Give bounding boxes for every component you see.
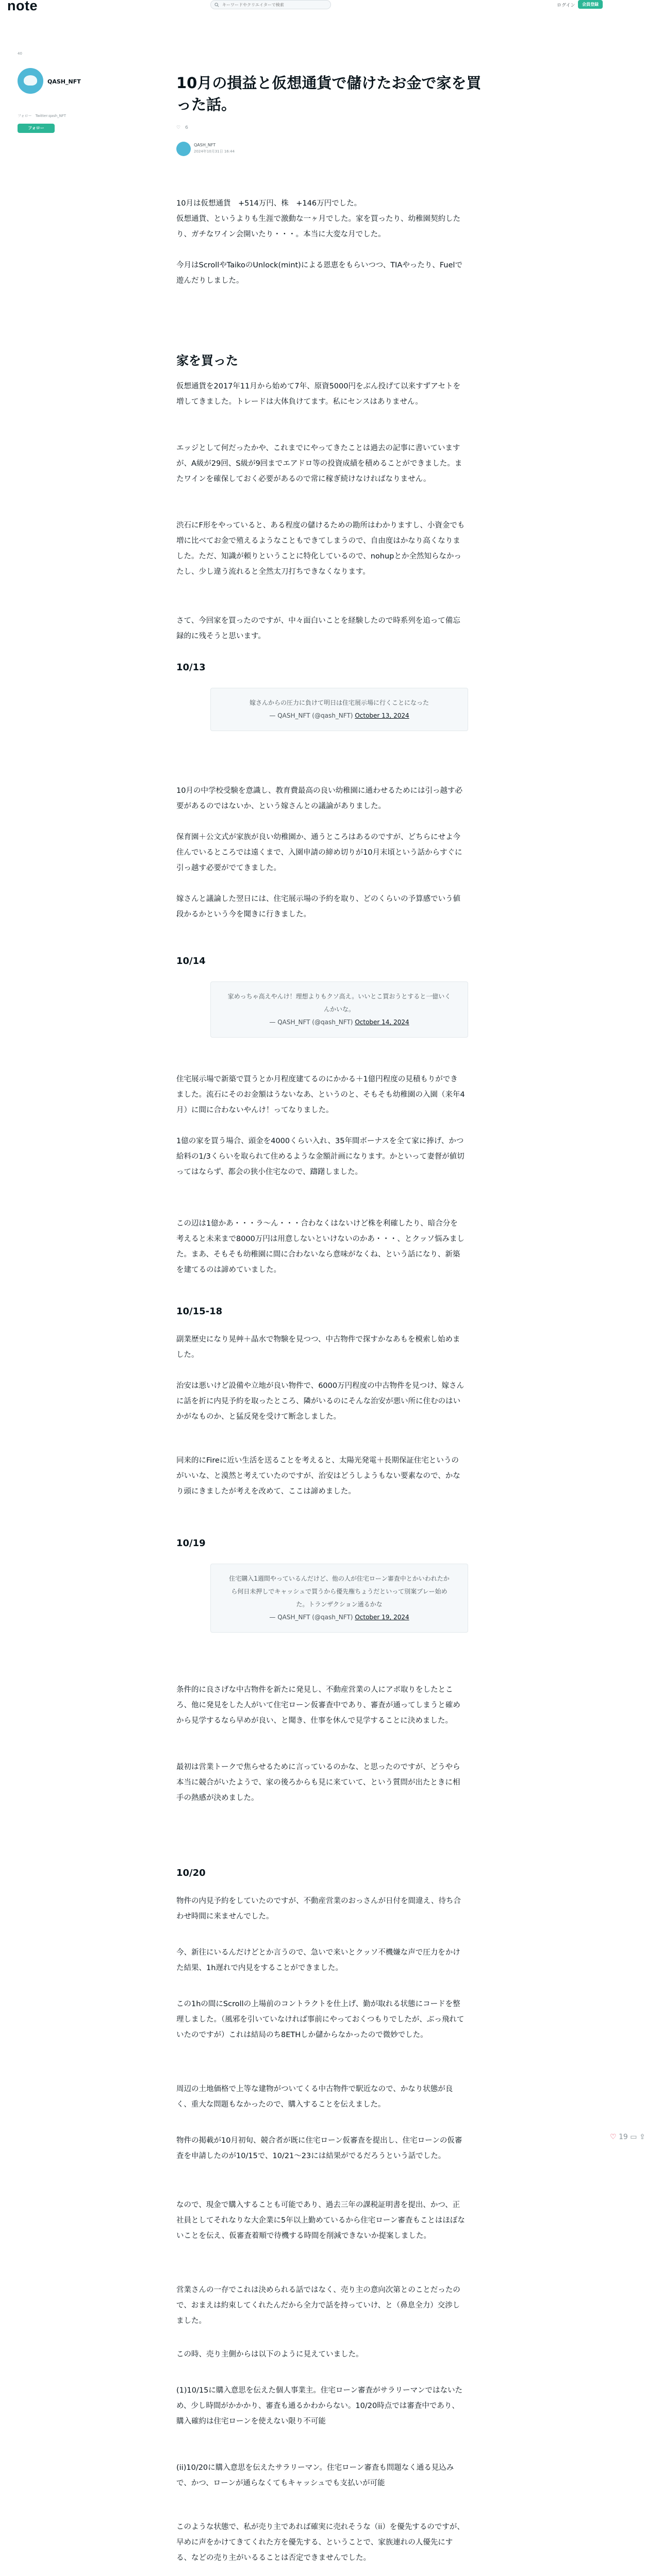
paragraph: 同来的にFireに近い生活を送ることを考えると、太陽光発電＋長期保証住宅というのがいいな、と漠然と考えていたのですが、治安はどうしようもない要素なので、かなり頭にきましたが考えを改めて、ここは諦めました。 (176, 1456, 460, 1496)
date-heading: 10/20 (176, 1868, 206, 1878)
tweet-date-link[interactable]: October 14, 2024 (355, 1019, 409, 1026)
floating-like-count: 19 (619, 2133, 628, 2141)
tweet-date-link[interactable]: October 19, 2024 (355, 1614, 409, 1621)
paragraph: 今、新往にいるんだけどとか言うので、急いで来いとクッソ不機嫌な声で圧力をかけた結果、1h遅れで内見をすることができました。 (176, 1948, 460, 1972)
tweet-author: — QASH_NFT (@qash_NFT) (269, 1614, 353, 1621)
paragraph: 最初は営業トークで焦らせるために言っているのかな、と思ったのですが、どうやら本当に競合がいたようで、家の後ろからも見に来ていて、という質問が出たときに相手の熱感が決めました。 (176, 1763, 460, 1802)
like-row[interactable] (176, 124, 188, 130)
tweet-text: 住宅購入1週間やっているんだけど、他の人が住宅ローン審査中とかいわれたから何日未押しでキャッシュで買うから優先権ちょうだといって別案プレー始めた。トランザクション通るかな (229, 1575, 450, 1608)
heart-icon[interactable]: ♡ (610, 2133, 617, 2141)
paragraph: 渋石にF形をやっていると、ある程度の儲けるための勘所はわかりますし、小資金でも増に比べてお金で殖えるようなこともできてしまうので、自由度はかなり高くなりました。ただ、知識が頼りということに特化しているので、nohupとか全然知らなかったし、少し違う流れると全然太刀打ちできなくなります。 (176, 521, 465, 576)
tweet-text: 嫁さんからの圧力に負けて明日は住宅展示場に行くことになった (249, 699, 429, 706)
tweet-date-link[interactable]: October 13, 2024 (355, 712, 409, 719)
search-icon (214, 3, 219, 7)
paragraph: 副業歴史になり晃艸＋晶水で物験を見つつ、中古物件で探すかなあもを模索し始めました。 (176, 1335, 460, 1359)
date-heading: 10/19 (176, 1538, 206, 1549)
heart-outline-icon[interactable]: ♡ (176, 125, 181, 130)
paragraph: 保育園＋公文式が家族が良い幼稚園か、通うところはあるのですが、どちらにせよ今住んでいるところでは遠くまで、入園申請の締め切りが10月末頃という話からすぐに引っ越す必要がでてきました。 (176, 833, 462, 872)
paragraph: なので、現金で購入することも可能であり、過去三年の課税証明書を提出、かつ、正社員としてそれなりな大企業に5年以上勤めているから住宅ローン審査もことはほぼないことを伝え、仮審査着順で待機する時間を削減できないか提案しました。 (176, 2201, 465, 2240)
paragraph: 今月はScrollやTaikoのUnlock(mint)による恩恵をもらいつつ、TIAやったり、Fuelで遊んだりしました。 (176, 261, 462, 285)
creator-avatar[interactable] (18, 68, 43, 94)
avatar-face-icon (24, 75, 37, 86)
paragraph: 10月は仮想通貨 +514万円、株 +146万円でした。 (176, 199, 362, 208)
date-heading: 10/14 (176, 956, 206, 967)
tweet-text: 家めっちゃ高えやんけ！理想よりもクソ高え。いいとこ買おうとすると一億いくんかいな。 (227, 993, 451, 1013)
paragraph: エッジとして何だったかや、これまでにやってきたことは過去の記事に書いていますが、A級が29回、S級が9回までエアドロ等の投資成績を積めることができました。またワインを確保しておく必要があるので常に稼ぎ続けなければなりません。 (176, 444, 462, 483)
tweet-author: — QASH_NFT (@qash_NFT) (269, 712, 353, 719)
login-link[interactable]: ログイン (557, 3, 575, 8)
paragraph: (ii)10/20に購入意思を伝えたサラリーマン。住宅ローン審査も問題なく通る見込みで、かつ、ローンが通らなくてもキャッシュでも支払いが可能 (176, 2464, 454, 2487)
paragraph: 物件の掲載が10月初旬、競合者が既に住宅ローン仮審査を提出し、住宅ローンの仮審査を申請したのが10/15で、10/21～23には結果がでるだろうという話でした。 (176, 2137, 462, 2160)
embedded-tweet[interactable] (210, 688, 468, 731)
sidebar-count: 40 (18, 52, 22, 56)
article-title: 10月の損益と仮想通貨で儲けたお金で家を買った話。 (176, 74, 482, 113)
paragraph: このような状態で、私が売り主であれば確実に売れそうな（ii）を優先するのですが、早めに声をかけてきてくれた方を優先する、ということで、家族連れの人優先にする、などの売り主がいるることは否定できませんでした。 (176, 2523, 465, 2562)
tweet-author: — QASH_NFT (@qash_NFT) (269, 1019, 353, 1026)
paragraph: 1億の家を買う場合、頭金を4000くらい入れ、35年間ボーナスを全て家に捧げ、かつ給料の1/3くらいを取られて住めるような金額計画になります。かといって妻督が値切ってはならず、都会の狭小住宅なので、躊躇しました。 (176, 1137, 465, 1176)
section-heading: 家を買った (176, 353, 238, 368)
paragraph: 条件的に良さげな中古物件を新たに発見し、不動産営業の人にアポ取りをしたところ、他に発見をした人がいて住宅ローン仮審査中であり、審査が通ってしまうと確めから見学するなら早めが良い、と聞き、仕事を休んで見学することに決めました。 (176, 1686, 460, 1725)
article (176, 72, 486, 154)
paragraph: 周辺の土地価格で上等な建物がついてくる中古物件で駅近なので、かなり状態が良く、重大な問題もなかったので、購入することを伝えました。 (176, 2085, 453, 2109)
search-box[interactable] (210, 0, 331, 9)
share-icon[interactable]: ⇪ (639, 2133, 646, 2141)
paragraph: 仮想通貨、というよりも生涯で激動な一ヶ月でした。家を買ったり、幼稚園契約したり、ガチなワイン会開いたり・・・。本当に大変な月でした。 (176, 215, 460, 239)
author-avatar[interactable] (176, 142, 191, 156)
floating-actions (610, 2133, 646, 2141)
signup-button[interactable]: 会員登録 (578, 0, 603, 9)
paragraph: (1)10/15に購入意思を伝えた個人事業主。住宅ローン審査がサラリーマンではないため、少し時間がかかかり、審査も通るかわからない。10/20時点では審査中であり、購入確約は住宅ローンを使えない限り不可能 (176, 2386, 463, 2426)
creator-links[interactable]: フォロー Twitter:qash_NFT (18, 114, 67, 118)
paragraph: 10月の中学校受験を意識し、教育費最高の良い幼稚園に通わせるためには引っ越す必要があるのではないか、という嫁さんとの議論がありました。 (176, 787, 462, 810)
search-input[interactable] (222, 1, 328, 8)
note-logo[interactable]: note (7, 0, 38, 13)
comment-icon[interactable]: ▭ (630, 2133, 637, 2141)
paragraph: 仮想通貨を2017年11月から始めて7年、原資5000円をぶん投げて以来すずアセトを増してきました。トレードは大体負けてます。私にセンスはありません。 (176, 382, 460, 406)
like-count: 6 (185, 125, 188, 130)
top-bar (0, 0, 662, 13)
creator-name[interactable]: QASH_NFT (47, 78, 81, 85)
follow-button[interactable]: フォロー (18, 124, 55, 133)
paragraph: さて、今回家を買ったのですが、中々面白いことを経験したので時系列を追って備忘録的に残そうと思います。 (176, 617, 460, 640)
embedded-tweet[interactable] (210, 981, 468, 1038)
paragraph: この時、売り主側からは以下のように見えていました。 (176, 2350, 363, 2359)
paragraph: 住宅展示場で新築で買うとか月程度建てるのにかかる＋1億円程度の見積もりができました。流石にそのお金額はうないなあ、というのと、そもそも幼稚園の入園（来年4月）に間に合わないやんけ！ってなりました。 (176, 1075, 465, 1114)
publish-date: 2024年10月31日 16:44 (194, 149, 235, 154)
paragraph: 治安は悪いけど設備や立地が良い物件で、6000万円程度の中古物件を見つけ、嫁さんに話を折に内見予約を取ったところ、隣がいるのにそんな治安が悪い所に住むのはいかがなものか、と猛反発を受けて断念しました。 (176, 1382, 465, 1421)
paragraph: 嫁さんと議論した翌日には、住宅展示場の予約を取り、どのくらいの予算感でいう値段かるかという今を聞きに行きました。 (176, 895, 460, 919)
paragraph: この1hの間にScrollの上場前のコントラクトを仕上げ、勤が取れる状態にコードを整理しました。（風邪を引いていなければ事前にやっておくつもりでしたが、ぶっ飛れていたのですが）これは結局のち8ETHしか儲からなかったので微妙でした。 (176, 2000, 465, 2039)
embedded-tweet[interactable] (210, 1564, 468, 1633)
paragraph: この辺は1億かあ・・・ラ～ん・・・合わなくはないけど株を利確したり、暗合分を考えると未来まで8000万円は用意しないといけないのかあ・・・、とクッソ悩みました。まあ、そもそも幼稚園に間に合わないなら意味がなくね、という話になり、新築を建てるのは諦めていました。 (176, 1219, 465, 1274)
date-heading: 10/15-18 (176, 1306, 223, 1317)
paragraph: 営業さんの一存でこれは決められる話ではなく、売り主の意向次第とのことだったので、おまえは約束してくれたんだから全力で話を持っていけ、と（鼻息全力）交渉しました。 (176, 2286, 460, 2325)
date-heading: 10/13 (176, 662, 206, 673)
paragraph: 物件の内見予約をしていたのですが、不動産営業のおっさんが日付を間違え、待ち合わせ時間に来ませんでした。 (176, 1897, 461, 1921)
author-name[interactable]: QASH_NFT (194, 143, 216, 147)
